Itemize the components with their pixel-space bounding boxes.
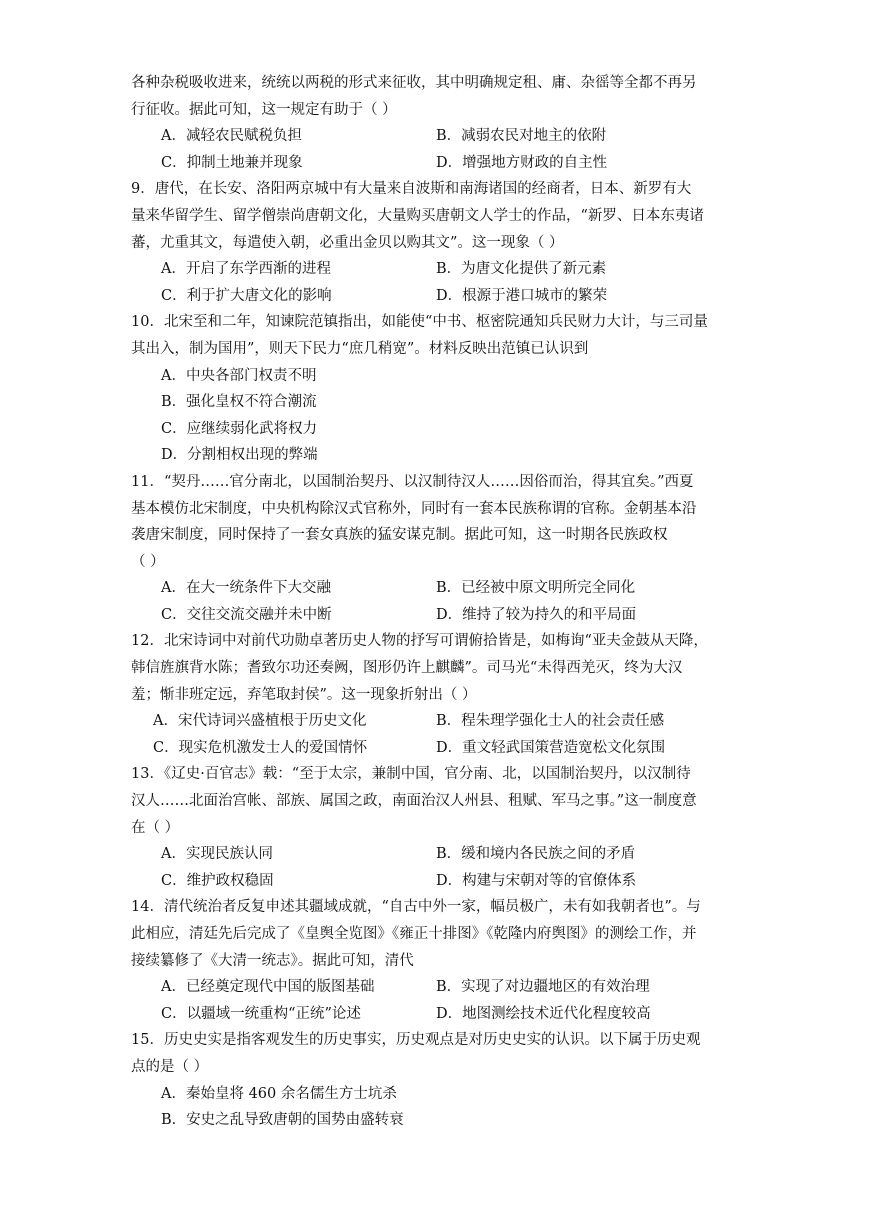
- option-b[interactable]: B．安史之乱导致唐朝的国势由盛转衰: [161, 1112, 404, 1129]
- option-d[interactable]: D．根源于港口城市的繁荣: [436, 287, 608, 304]
- option-a[interactable]: A．实现民族认同: [161, 846, 273, 863]
- option-d[interactable]: D．重文轻武国策营造宽松文化氛围: [436, 739, 666, 756]
- option-d[interactable]: D．地图测绘技术近代化程度较高: [436, 1005, 651, 1022]
- option-c[interactable]: C．利于扩大唐文化的影响: [161, 287, 332, 304]
- question-15-stem-line: 15．历史史实是指客观发生的历史事实，历史观点是对历史史实的认识。以下属于历史观: [131, 1032, 701, 1049]
- question-8-stem-line: 行征收。据此可知，这一规定有助于（ ）: [131, 101, 397, 118]
- question-14-stem-line: 此相应，清廷先后完成了《皇舆全览图》《雍正十排图》《乾隆内府舆图》的测绘工作，并: [131, 926, 697, 942]
- question-10-stem-line: 其出入，制为国用”，则天下民力“庶几稍宽”。材料反映出范镇已认识到: [131, 340, 589, 357]
- option-d[interactable]: D．构建与宋朝对等的官僚体系: [436, 872, 637, 889]
- option-b[interactable]: B．已经被中原文明所完全同化: [436, 580, 636, 597]
- option-d[interactable]: D．分割相权出现的弊端: [161, 447, 318, 464]
- question-14-stem-line: 14．清代统治者反复申述其疆域成就，“自古中外一家，幅员极广，未有如我朝者也”。与: [131, 899, 701, 916]
- question-12-options-row: [131, 735, 741, 762]
- question-13-stem-line: 汉人……北面治宫帐、部族、属国之政，南面治汉人州县、租赋、军马之事。”这一制度意: [131, 793, 697, 810]
- question-14: [131, 894, 741, 1027]
- option-c[interactable]: C．现实危机激发士人的爱国情怀: [153, 739, 368, 756]
- question-9-options-row: [131, 283, 741, 310]
- question-9-stem-line: 量来华留学生、留学僧崇尚唐朝文化，大量购买唐朝文人学士的作品，“新罗、日本东夷诸: [131, 207, 704, 224]
- option-c[interactable]: C．维护政权稳固: [161, 872, 274, 889]
- question-13-options-row: [131, 841, 741, 868]
- question-13: [131, 761, 741, 894]
- question-11: [131, 469, 741, 629]
- question-14-stem-line: 接续纂修了《大清一统志》。据此可知，清代: [131, 952, 414, 969]
- question-15-stem-line: 点的是（ ）: [131, 1058, 209, 1075]
- question-11-stem-line: 袭唐宋制度，同时保持了一套女真族的猛安谋克制。据此可知，这一时期各民族政权: [131, 527, 668, 544]
- option-b[interactable]: B．缓和境内各民族之间的矛盾: [436, 846, 636, 863]
- question-10-stem-line: 10．北宋至和二年，知谏院范镇指出，如能使“中书、枢密院通知兵民财力大计，与三司量: [131, 314, 708, 331]
- option-a[interactable]: A．中央各部门权责不明: [161, 367, 317, 384]
- option-a[interactable]: A．秦始皇将 460 余名儒生方士坑杀: [161, 1085, 397, 1102]
- question-9: [131, 176, 741, 309]
- option-a[interactable]: A．在大一统条件下大交融: [161, 580, 331, 597]
- question-11-stem-line: （ ）: [131, 553, 165, 570]
- question-13-options-row: [131, 868, 741, 895]
- question-12-stem-line: 羞；惭非班定远，弃笔取封侯”。这一现象折射出（ ）: [131, 686, 477, 703]
- question-10: [131, 309, 741, 469]
- question-11-stem-line: 11．“契丹……官分南北，以国制治契丹、以汉制待汉人……因俗而治，得其宜矣。”西夏: [131, 473, 694, 490]
- option-c[interactable]: C．交往交流交融并未中断: [161, 606, 332, 623]
- option-b[interactable]: B．强化皇权不符合潮流: [161, 394, 317, 411]
- option-a[interactable]: A．已经奠定现代中国的版图基础: [161, 979, 375, 996]
- option-b[interactable]: B．减弱农民对地主的依附: [436, 128, 607, 145]
- option-a[interactable]: A．减轻农民赋税负担: [161, 128, 302, 145]
- question-8-stem-line: 各种杂税吸收进来，统统以两税的形式来征收，其中明确规定租、庸、杂徭等全都不再另: [131, 75, 697, 91]
- question-9-stem-line: 9．唐代，在长安、洛阳两京城中有大量来自波斯和南海诸国的经商者，日本、新罗有大: [131, 181, 692, 198]
- option-a[interactable]: A．开启了东学西渐的进程: [161, 261, 331, 278]
- option-b[interactable]: B．程朱理学强化士人的社会责任感: [436, 713, 665, 730]
- question-8-options-row: [131, 150, 741, 177]
- question-12-options-row: [131, 708, 741, 735]
- option-c[interactable]: C．以疆域一统重构“正统”论述: [161, 1005, 361, 1022]
- question-13-stem-line: 在（ ）: [131, 819, 180, 836]
- question-12: [131, 628, 741, 761]
- question-8-options-row: [131, 123, 741, 150]
- question-8: [131, 70, 741, 176]
- question-9-options-row: [131, 256, 741, 283]
- question-11-stem-line: 基本模仿北宋制度，中央机构除汉式官称外，同时有一套本民族称谓的官称。金朝基本沿: [131, 500, 697, 517]
- question-14-options-row: [131, 1001, 741, 1028]
- option-b[interactable]: B．实现了对边疆地区的有效治理: [436, 979, 650, 996]
- option-c[interactable]: C．应继续弱化武将权力: [161, 420, 318, 437]
- option-c[interactable]: C．抑制土地兼并现象: [161, 154, 303, 171]
- question-11-options-row: [131, 602, 741, 629]
- option-d[interactable]: D．维持了较为持久的和平局面: [436, 606, 637, 623]
- question-12-stem-line: 12．北宋诗词中对前代功勋卓著历史人物的抒写可谓俯拾皆是，如梅询“亚夫金鼓从天降，: [131, 633, 708, 650]
- option-d[interactable]: D．增强地方财政的自主性: [436, 154, 608, 171]
- question-14-options-row: [131, 974, 741, 1001]
- question-13-stem-line: 13．《辽史·百官志》载：“至于太宗，兼制中国，官分南、北，以国制治契丹，以汉制待: [131, 766, 691, 783]
- question-11-options-row: [131, 575, 741, 602]
- option-a[interactable]: A．宋代诗词兴盛植根于历史文化: [153, 713, 367, 730]
- question-9-stem-line: 蕃，尤重其文，每遣使入朝，必重出金贝以购其文”。这一现象（ ）: [131, 234, 564, 251]
- question-content: [131, 70, 741, 1134]
- question-12-stem-line: 韩信旌旗背水陈；耆致尔功还奏阙，图形仍许上麒麟”。司马光“未得西羌灭，终为大汉: [131, 660, 683, 677]
- option-b[interactable]: B．为唐文化提供了新元素: [436, 261, 607, 278]
- question-15: [131, 1027, 741, 1133]
